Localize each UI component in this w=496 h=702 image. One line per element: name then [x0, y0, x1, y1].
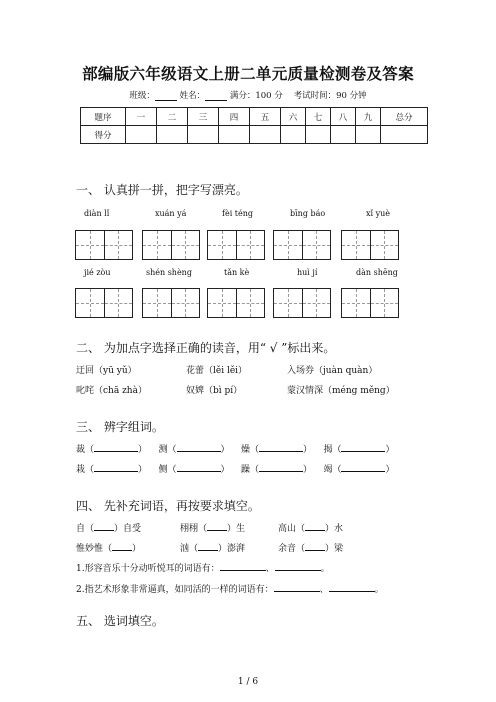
idiom-suffix: ）生: [227, 524, 246, 534]
reading-option[interactable]: 迂回（yū yǔ）: [76, 366, 137, 376]
score-header-cell: 四: [219, 108, 250, 126]
pinyin-label: tǎn kè: [224, 268, 250, 277]
question-1: [76, 561, 330, 574]
idiom-blank[interactable]: [305, 541, 325, 551]
word-group-char: 躁（: [240, 465, 259, 475]
writing-grid[interactable]: [273, 230, 331, 260]
section-1-heading: 一、 认真拼一拼，把字写漂亮。: [76, 183, 248, 197]
paren-close: ）: [138, 465, 148, 475]
writing-grid[interactable]: [273, 288, 331, 318]
idiom-row: [278, 521, 343, 534]
pinyin-label: diàn lǐ: [84, 209, 110, 218]
writing-grid[interactable]: [75, 288, 133, 318]
word-group-char: 揭（: [323, 445, 342, 455]
score-table-row: [81, 126, 428, 144]
score-header-cell: 总分: [381, 108, 428, 126]
period: 。: [320, 564, 330, 574]
paren-close: ）: [220, 445, 230, 455]
score-cell[interactable]: [250, 126, 281, 144]
score-header-cell: 一: [126, 108, 157, 126]
answer-blank[interactable]: [274, 582, 320, 592]
score-cell[interactable]: [306, 126, 331, 144]
writing-grid[interactable]: [207, 288, 265, 318]
score-cell[interactable]: [331, 126, 356, 144]
idiom-blank[interactable]: [94, 521, 114, 531]
idiom-prefix: 高山（: [278, 524, 306, 534]
pinyin-label: huì jí: [297, 268, 318, 277]
score-cell[interactable]: [281, 126, 306, 144]
word-group-char: 竭（: [323, 465, 342, 475]
name-label: 姓名：: [179, 91, 206, 101]
score-header-cell: 二: [157, 108, 188, 126]
pinyin-label: xǐ yuè: [366, 209, 391, 218]
score-header-cell: 七: [306, 108, 331, 126]
score-cell[interactable]: [126, 126, 157, 144]
idiom-blank[interactable]: [112, 541, 132, 551]
reading-option[interactable]: 花蕾（lěi lěi）: [186, 366, 248, 376]
score-header-cell: 六: [281, 108, 306, 126]
word-group-row: [76, 442, 394, 455]
idiom-prefix: 自（: [76, 524, 95, 534]
idiom-prefix: 汹（: [180, 544, 199, 554]
word-group-char: 侧（: [158, 465, 177, 475]
idiom-prefix: 栩栩（: [180, 524, 208, 534]
section-4-heading: 四、 先补充词语，再按要求填空。: [76, 499, 260, 513]
writing-grid[interactable]: [341, 230, 399, 260]
idiom-row: [278, 541, 343, 554]
full-score: 满分：100 分: [229, 91, 283, 101]
paren-close: ）: [385, 445, 395, 455]
pinyin-label: jié zòu: [84, 268, 111, 277]
word-blank[interactable]: [177, 462, 221, 472]
word-blank[interactable]: [259, 442, 303, 452]
idiom-blank[interactable]: [198, 541, 218, 551]
section-3-heading: 三、 辨字组词。: [76, 420, 164, 434]
word-blank[interactable]: [94, 442, 138, 452]
question-text: 2.指艺术形象非常逼真，如同活的一样的词语有：: [76, 585, 274, 595]
score-cell[interactable]: [381, 126, 428, 144]
word-group-char: 栽（: [76, 465, 95, 475]
paren-close: ）: [302, 445, 312, 455]
pinyin-label: bīng báo: [290, 209, 326, 218]
word-group-char: 裁（: [76, 445, 95, 455]
idiom-blank[interactable]: [207, 521, 227, 531]
reading-option[interactable]: 叱咤（chā zhà）: [76, 386, 147, 396]
score-cell[interactable]: [356, 126, 381, 144]
period: 。: [374, 585, 384, 595]
score-cell[interactable]: [157, 126, 188, 144]
score-header-cell: 九: [356, 108, 381, 126]
answer-blank[interactable]: [275, 561, 321, 571]
score-cell[interactable]: [188, 126, 219, 144]
word-group-row: [76, 462, 394, 475]
score-table: [80, 107, 428, 144]
pinyin-label: shén shèng: [146, 268, 192, 277]
exam-info: [0, 89, 496, 101]
score-table-header: [81, 108, 428, 126]
reading-option[interactable]: 蒙汉情深（méng měng）: [287, 386, 395, 396]
writing-grid[interactable]: [75, 230, 133, 260]
idiom-row: [180, 541, 245, 554]
idiom-row: [76, 521, 141, 534]
word-group-char: 测（: [158, 445, 177, 455]
writing-grid[interactable]: [207, 230, 265, 260]
pinyin-label: dàn shēng: [356, 268, 398, 277]
score-header-cell: 三: [188, 108, 219, 126]
class-label: 班级：: [129, 91, 155, 101]
word-blank[interactable]: [94, 462, 138, 472]
question-2: [76, 582, 384, 595]
score-cell[interactable]: [219, 126, 250, 144]
answer-blank[interactable]: [220, 561, 266, 571]
paren-close: ）: [138, 445, 148, 455]
paren-close: ）: [302, 465, 312, 475]
idiom-row: [180, 521, 245, 534]
writing-grid[interactable]: [341, 288, 399, 318]
word-blank[interactable]: [341, 442, 385, 452]
name-blank[interactable]: [205, 90, 227, 101]
score-header-cell: 五: [250, 108, 281, 126]
word-blank[interactable]: [341, 462, 385, 472]
word-blank[interactable]: [259, 462, 303, 472]
reading-option[interactable]: 奴婢（bì pí）: [186, 386, 243, 396]
idiom-prefix: 余音（: [278, 544, 306, 554]
score-header-cell: 题序: [81, 108, 126, 126]
word-group-char: 燥（: [240, 445, 259, 455]
class-blank[interactable]: [155, 90, 177, 101]
pinyin-label: xuán yá: [155, 209, 187, 218]
score-row-label: 得分: [81, 126, 126, 144]
answer-blank[interactable]: [329, 582, 375, 592]
paren-close: ）: [385, 465, 395, 475]
section-5-heading: 五、 选词填空。: [76, 614, 164, 628]
idiom-suffix: ）水: [325, 524, 344, 534]
idiom-blank[interactable]: [305, 521, 325, 531]
section-2-heading: 二、 为加点字选择正确的读音，用“ √ ”标出来。: [76, 341, 336, 355]
question-text: 1.形容音乐十分动听悦耳的词语有：: [76, 564, 220, 574]
separator: 、: [319, 585, 329, 595]
exam-time: 考试时间：90 分钟: [293, 91, 367, 101]
reading-option[interactable]: 入场券（juàn quàn）: [287, 366, 378, 376]
idiom-suffix: ）自受: [114, 524, 142, 534]
writing-grid[interactable]: [142, 288, 200, 318]
pinyin-label: fèi téng: [222, 209, 254, 218]
page-title: 部编版六年级语文上册二单元质量检测卷及答案: [82, 64, 414, 83]
idiom-prefix: 惟妙惟（: [76, 544, 113, 554]
page-number: 1 / 6: [237, 677, 259, 687]
idiom-suffix: ）: [132, 544, 142, 554]
separator: 、: [265, 564, 275, 574]
paren-close: ）: [220, 465, 230, 475]
writing-grid[interactable]: [142, 230, 200, 260]
word-blank[interactable]: [177, 442, 221, 452]
idiom-row: [76, 541, 141, 554]
idiom-suffix: ）澎湃: [218, 544, 246, 554]
score-header-cell: 八: [331, 108, 356, 126]
idiom-suffix: ）梁: [325, 544, 344, 554]
